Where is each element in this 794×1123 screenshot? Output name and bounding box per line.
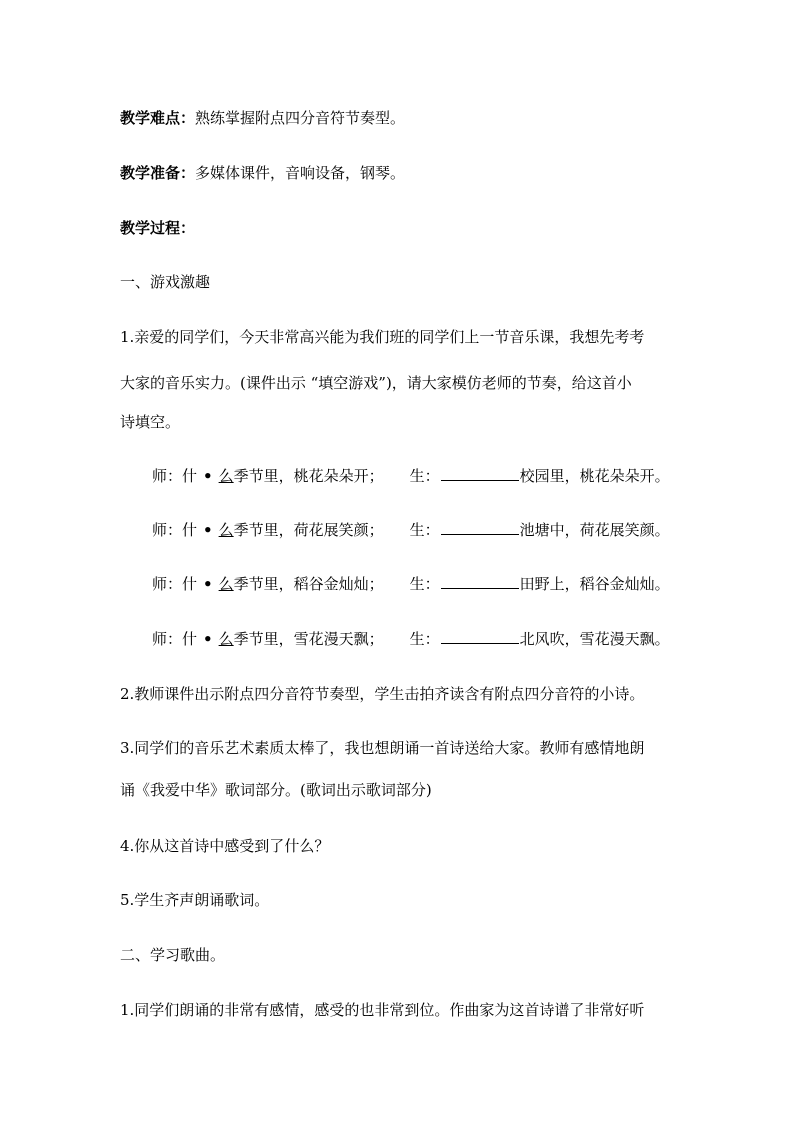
dot-symbol: • <box>203 575 213 593</box>
dot-symbol: • <box>203 521 213 539</box>
difficulty-line <box>120 108 680 128</box>
underlined-word: 么 <box>218 521 234 539</box>
dot-symbol: • <box>203 467 213 485</box>
underlined-word: 么 <box>218 630 234 648</box>
fill-blank <box>441 574 519 589</box>
student-prefix: 生： <box>409 630 440 648</box>
difficulty-label: 教学难点： <box>120 109 196 127</box>
dot-symbol: • <box>203 630 213 648</box>
preparation-text: 多媒体课件，音响设备，钢琴。 <box>195 164 406 182</box>
student-line: 校园里，桃花朵朵开。 <box>519 467 670 485</box>
teacher-line: 季节里，稻谷金灿灿； <box>233 575 384 593</box>
preparation-label: 教学准备： <box>120 164 196 182</box>
section1-item3-line1: 3.同学们的音乐艺术素质太棒了，我也想朗诵一首诗送给大家。教师有感情地朗 <box>120 739 645 757</box>
section1-item4: 4.你从这首诗中感受到了什么？ <box>120 837 330 855</box>
student-line: 田野上，稻谷金灿灿。 <box>519 575 670 593</box>
student-prefix: 生： <box>409 467 440 485</box>
process-heading: 教学过程： <box>120 219 196 237</box>
student-line: 池塘中，荷花展笑颜。 <box>519 521 670 539</box>
section1-heading: 一、游戏激趣 <box>120 273 211 291</box>
section1-item1-line2: 大家的音乐实力。(课件出示 “填空游戏”)，请大家模仿老师的节奏，给这首小 <box>120 374 632 392</box>
underlined-word: 么 <box>218 575 234 593</box>
underlined-word: 么 <box>218 467 234 485</box>
section2-heading: 二、学习歌曲。 <box>120 946 226 964</box>
fill-blank <box>441 520 519 535</box>
student-prefix: 生： <box>409 575 440 593</box>
teacher-prefix: 师：什 <box>152 467 198 485</box>
section1-item5: 5.学生齐声朗诵歌词。 <box>120 891 270 909</box>
fill-blank <box>441 629 519 644</box>
preparation-line <box>120 163 680 183</box>
poem-row <box>152 520 712 540</box>
section2-item1: 1.同学们朗诵的非常有感情，感受的也非常到位。作曲家为这首诗谱了非常好听 <box>120 1001 645 1019</box>
teacher-line: 季节里，雪花漫天飘； <box>233 630 384 648</box>
poem-row <box>152 466 712 486</box>
teacher-prefix: 师：什 <box>152 521 198 539</box>
poem-row <box>152 574 712 594</box>
teacher-prefix: 师：什 <box>152 630 198 648</box>
poem-row <box>152 629 712 649</box>
fill-blank <box>441 466 519 481</box>
teacher-prefix: 师：什 <box>152 575 198 593</box>
section1-item2: 2.教师课件出示附点四分音符节奏型，学生击拍齐读含有附点四分音符的小诗。 <box>120 685 645 703</box>
student-prefix: 生： <box>409 521 440 539</box>
section1-item1-line1: 1.亲爱的同学们，今天非常高兴能为我们班的同学们上一节音乐课，我想先考考 <box>120 328 645 346</box>
section1-item1-line3: 诗填空。 <box>120 413 181 431</box>
teacher-line: 季节里，荷花展笑颜； <box>233 521 384 539</box>
difficulty-text: 熟练掌握附点四分音符节奏型。 <box>195 109 406 127</box>
teacher-line: 季节里，桃花朵朵开； <box>233 467 384 485</box>
student-line: 北风吹，雪花漫天飘。 <box>519 630 670 648</box>
section1-item3-line2: 诵《我爱中华》歌词部分。(歌词出示歌词部分) <box>120 781 432 799</box>
